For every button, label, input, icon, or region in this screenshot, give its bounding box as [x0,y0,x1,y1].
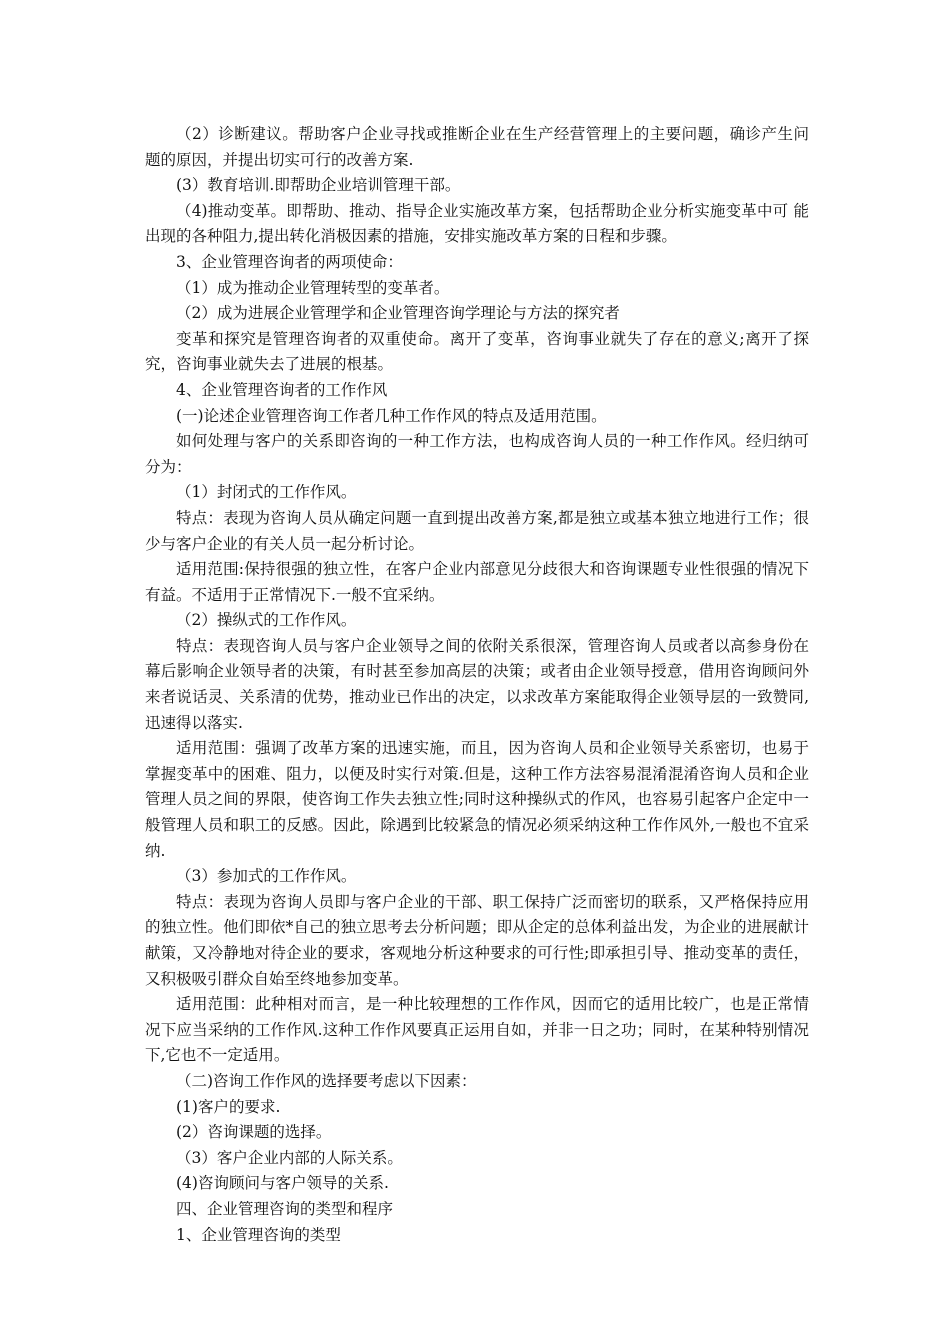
list-item-consultant-relationship: (4)咨询顾问与客户领导的关系. [176,1174,389,1193]
list-item-interpersonal: （3）客户企业内部的人际关系。 [176,1148,403,1167]
heading-types-and-procedures: 四、企业管理咨询的类型和程序 [176,1199,394,1218]
document-body [145,122,809,1248]
paragraph-closed-scope: 适用范围:保持很强的独立性，在客户企业内部意见分歧很大和咨询课题专业性很强的情况下有益。不适用于正常情况下.一般不宜采纳。 [145,560,809,604]
list-item-client-requirements: (1)客户的要求. [176,1097,281,1116]
subheading-closed-style: （1）封闭式的工作作风。 [176,483,357,502]
paragraph-diagnosis: （2）诊断建议。帮助客户企业寻找或推断企业在生产经营管理上的主要问题，确诊产生问 题的原因，并提出切实可行的改善方案. [145,125,809,169]
paragraph-dual-mission: 变革和探究是管理咨询者的双重使命。离开了变革，咨询事业就失了存在的意义;离开了探究，咨询事业就失去了进展的根基。 [145,329,809,374]
heading-work-style: 4、企业管理咨询者的工作作风 [176,380,388,399]
paragraph-participative-scope: 适用范围：此种相对而言，是一种比较理想的工作作风，因而它的适用比较广，也是正常情况下应当采纳的工作作风.这种工作作风要真正运用自如，并非一日之功；同时，在某种特别情况下,它也不一定适用。 [145,995,809,1065]
paragraph-work-style-intro: 如何处理与客户的关系即咨询的一种工作方法，也构成咨询人员的一种工作作风。经归纳可分为： [145,432,809,476]
paragraph-mission-2: （2）成为进展企业管理学和企业管理咨询学理论与方法的探究者 [176,304,620,323]
paragraph-change: （4)推动变革。即帮助、推动、指导企业实施改革方案，包括帮助企业分析实施变革中可 能出现的各种阻力,提出转化消极因素的措施，安排实施改革方案的日程和步骤。 [145,201,809,246]
paragraph-participative-features: 特点：表现为咨询人员即与客户企业的干部、职工保持广泛而密切的联系，又严格保持应用的独立性。他们即依*自己的独立思考去分析问题；即从企定的总体利益出发，为企业的进展献计献策，又冷静地对待企业的要求，客观地分析这种要求的可行性;即承担引导、推动变革的责任，又积极吸引群众自始至终地参加变革。 [145,892,809,988]
paragraph-closed-features: 特点：表现为咨询人员从确定问题一直到提出改善方案,都是独立或基本独立地进行工作；很少与客户企业的有关人员一起分析讨论。 [145,508,809,553]
paragraph-mission-1: （1）成为推动企业管理转型的变革者。 [176,278,450,297]
paragraph-training: (3）教育培训.即帮助企业培训管理干部。 [176,176,461,195]
subheading-work-style-features: (一)论述企业管理咨询工作者几种工作作风的特点及适用范围。 [176,406,607,425]
paragraph-manipulative-features: 特点：表现咨询人员与客户企业领导之间的依附关系很深，管理咨询人员或者以高参身份在幕后影响企业领导者的决策，有时甚至参加高层的决策；或者由企业领导授意，借用咨询顾问外来者说话灵、关系清的优势，推动业已作出的决定，以求改革方案能取得企业领导层的一致赞同,迅速得以落实. [145,636,809,732]
subheading-style-selection: （二)咨询工作作风的选择要考虑以下因素： [176,1071,477,1090]
heading-missions: 3、企业管理咨询者的两项使命： [176,252,403,271]
subheading-participative-style: （3）参加式的工作作风。 [176,867,357,886]
heading-consulting-types: 1、企业管理咨询的类型 [176,1225,341,1244]
list-item-topic-selection: (2）咨询课题的选择。 [176,1123,332,1142]
paragraph-manipulative-scope: 适用范围：强调了改革方案的迅速实施，而且，因为咨询人员和企业领导关系密切，也易于掌握变革中的困难、阻力，以便及时实行对策.但是，这种工作方法容易混淆混淆咨询人员和企业管理人员之间的界限，使咨询工作失去独立性;同时这种操纵式的作风，也容易引起客户企定中一般管理人员和职工的反感。因此，除遇到比较紧急的情况必须采纳这种工作作风外,一般也不宜采纳. [145,739,809,860]
subheading-manipulative-style: （2）操纵式的工作作风。 [176,611,357,630]
